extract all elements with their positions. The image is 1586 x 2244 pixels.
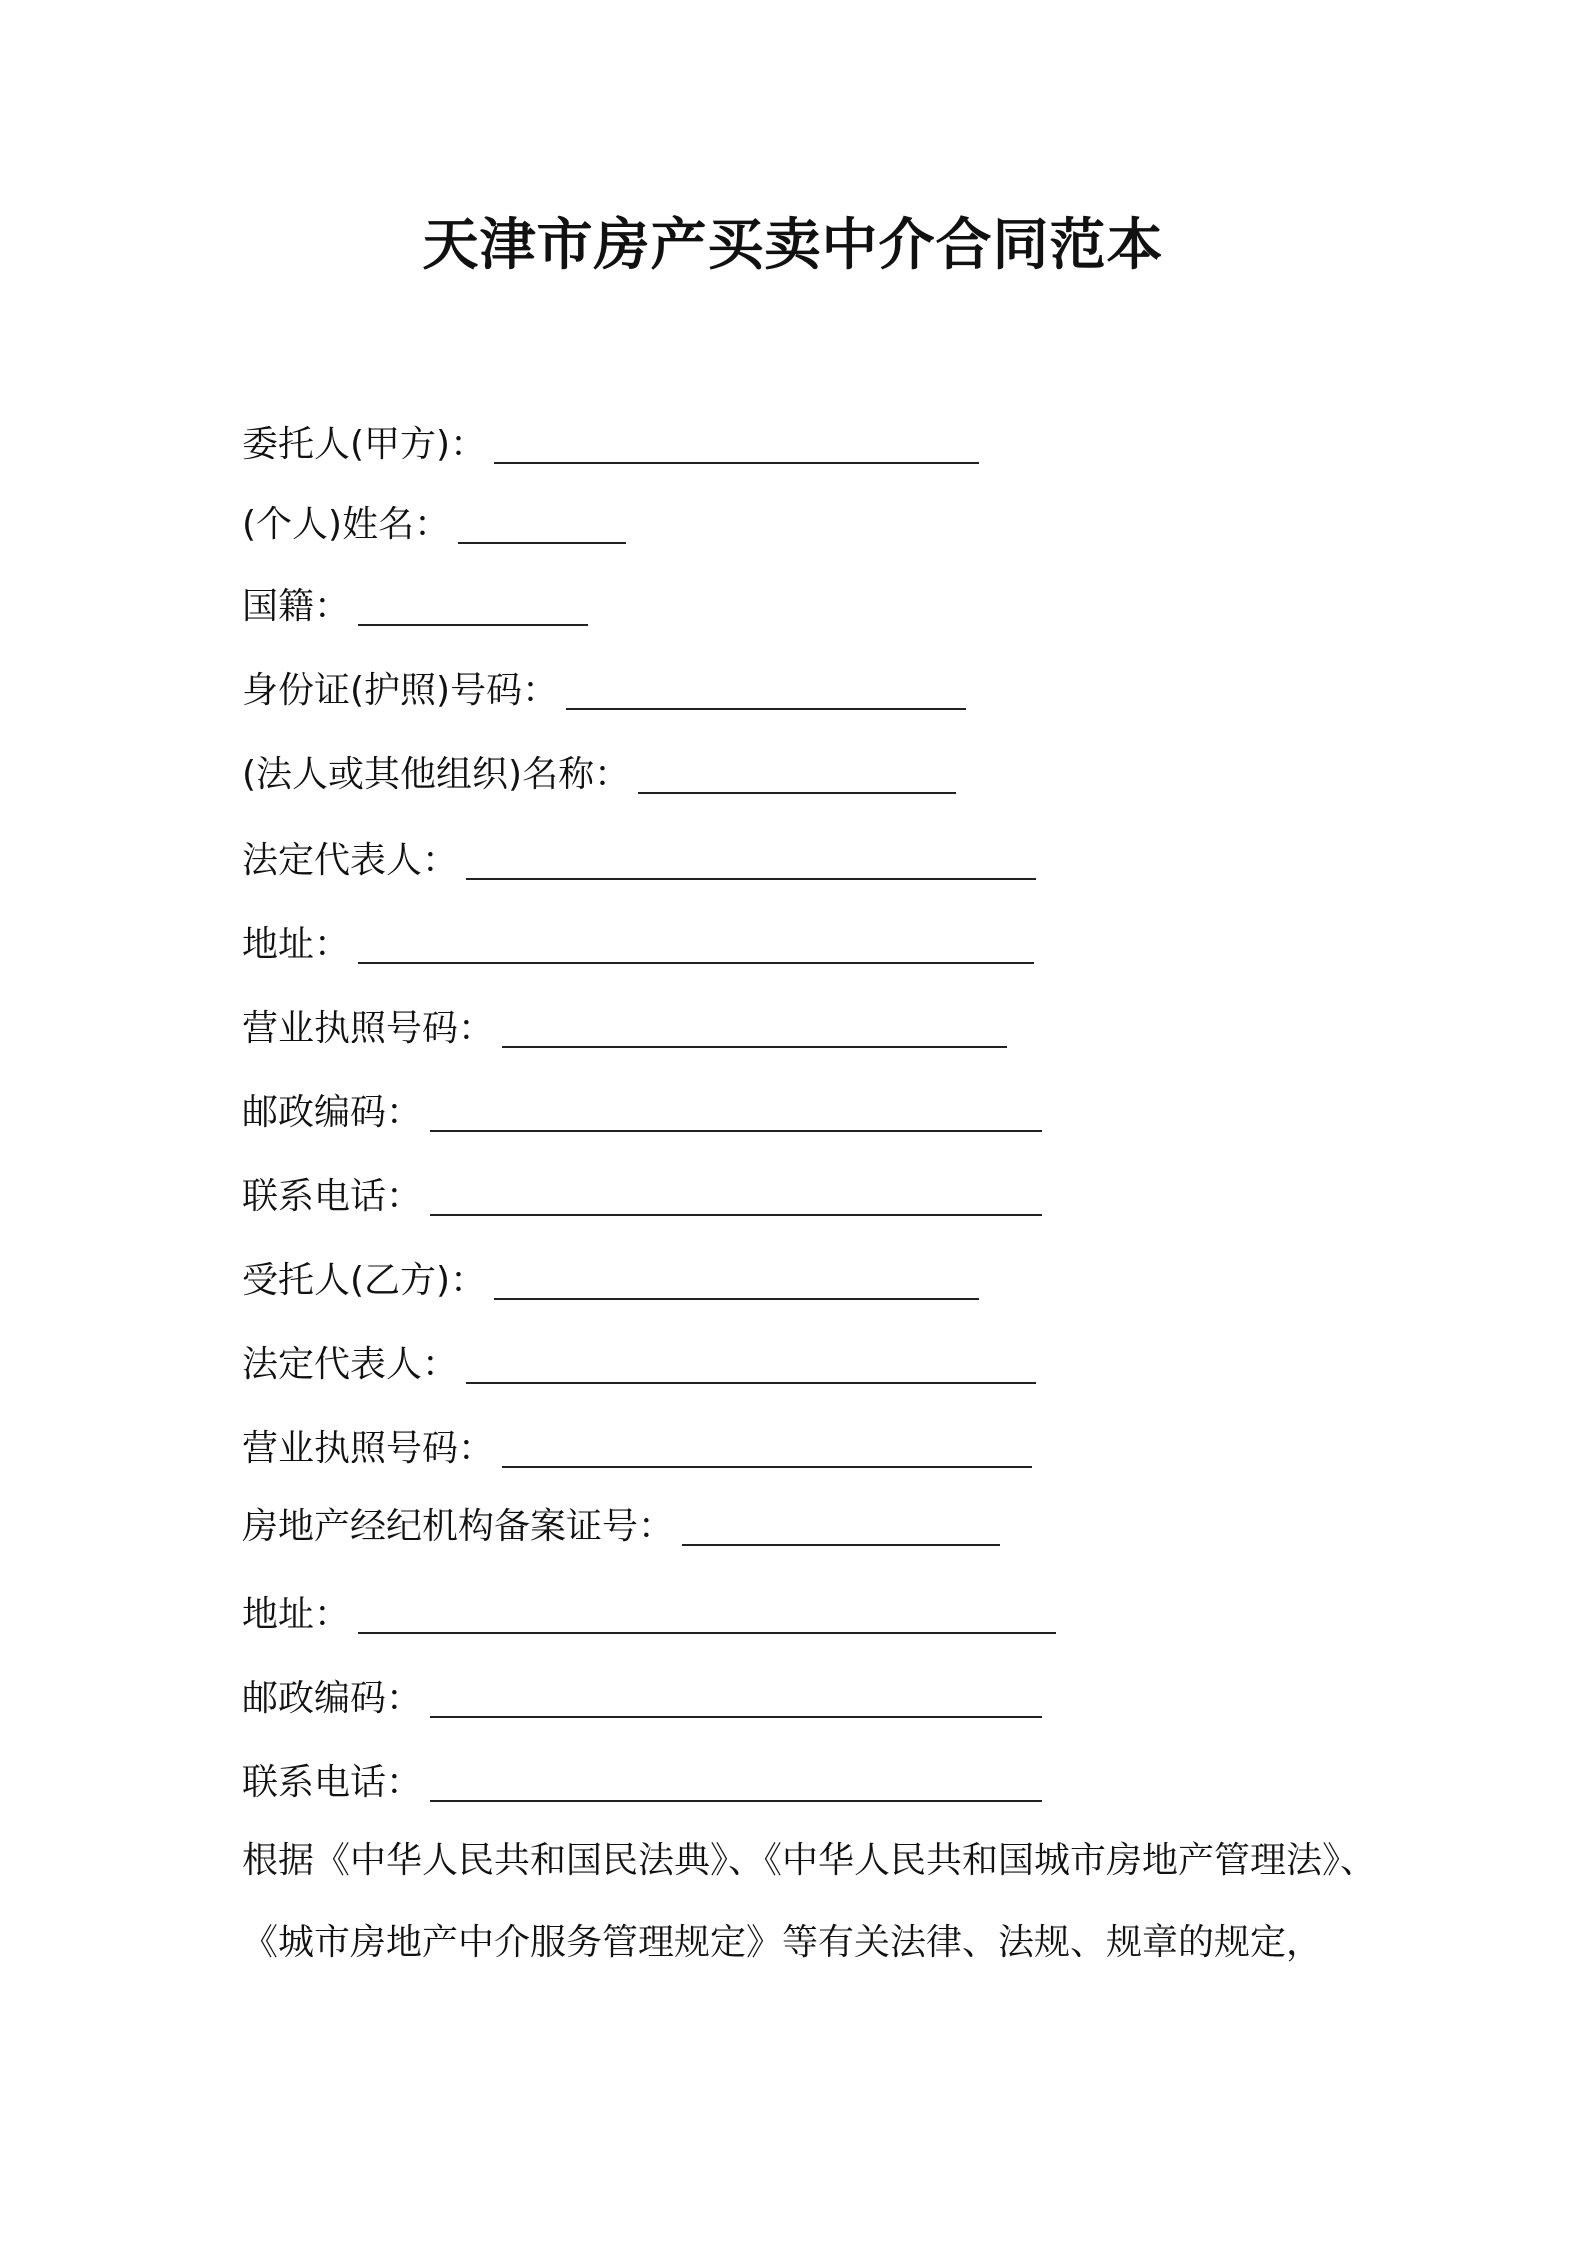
fill-in-blank[interactable]	[430, 1762, 1042, 1802]
fill-in-blank[interactable]	[502, 1428, 1032, 1468]
legal-basis-line-2: 《城市房地产中介服务管理规定》等有关法律、法规、规章的规定，	[242, 1922, 1323, 1963]
field-client-party-a	[242, 420, 979, 470]
fill-in-blank[interactable]	[458, 504, 626, 544]
fill-in-blank[interactable]	[638, 754, 956, 794]
field-label: 受托人(乙方)：	[242, 1260, 487, 1301]
field-label: 联系电话：	[242, 1176, 423, 1217]
field-label: 邮政编码：	[242, 1092, 423, 1133]
field-address-b	[242, 1590, 1056, 1640]
fill-in-blank[interactable]	[430, 1092, 1042, 1132]
field-legal-representative-b	[242, 1340, 1036, 1390]
field-label: 房地产经纪机构备案证号：	[242, 1506, 675, 1547]
fill-in-blank[interactable]	[494, 424, 979, 464]
fill-in-blank[interactable]	[358, 586, 588, 626]
field-address-a	[242, 920, 1034, 970]
field-organization-name	[242, 750, 956, 800]
field-label: 身份证(护照)号码：	[242, 670, 559, 711]
field-individual-name	[242, 500, 626, 550]
legal-basis-line-1: 根据《中华人民共和国民法典》、《中华人民共和国城市房地产管理法》、	[242, 1840, 1377, 1881]
field-label: (法人或其他组织)名称：	[242, 754, 631, 795]
fill-in-blank[interactable]	[682, 1506, 1000, 1546]
field-business-license-b	[242, 1424, 1032, 1474]
fill-in-blank[interactable]	[566, 670, 966, 710]
field-phone-b	[242, 1758, 1042, 1808]
fill-in-blank[interactable]	[430, 1176, 1042, 1216]
field-label: 地址：	[242, 924, 351, 965]
field-agent-party-b	[242, 1256, 979, 1306]
field-label: 营业执照号码：	[242, 1008, 495, 1049]
fill-in-blank[interactable]	[494, 1260, 979, 1300]
field-phone-a	[242, 1172, 1042, 1222]
field-nationality	[242, 582, 588, 632]
field-id-passport-number	[242, 666, 966, 716]
fill-in-blank[interactable]	[430, 1678, 1042, 1718]
fill-in-blank[interactable]	[502, 1008, 1007, 1048]
field-legal-representative-a	[242, 836, 1036, 886]
fill-in-blank[interactable]	[466, 1344, 1036, 1384]
field-label: 法定代表人：	[242, 840, 459, 881]
field-label: 国籍：	[242, 586, 351, 627]
field-label: 营业执照号码：	[242, 1428, 495, 1469]
field-label: 委托人(甲方)：	[242, 424, 487, 465]
fill-in-blank[interactable]	[466, 840, 1036, 880]
fill-in-blank[interactable]	[358, 1594, 1056, 1634]
field-business-license-a	[242, 1004, 1007, 1054]
field-label: 邮政编码：	[242, 1678, 423, 1719]
fill-in-blank[interactable]	[358, 924, 1034, 964]
field-postal-code-b	[242, 1674, 1042, 1724]
field-label: 地址：	[242, 1594, 351, 1635]
document-title: 天津市房产买卖中介合同范本	[422, 213, 1164, 278]
field-label: (个人)姓名：	[242, 504, 451, 545]
field-label: 法定代表人：	[242, 1344, 459, 1385]
field-label: 联系电话：	[242, 1762, 423, 1803]
field-postal-code-a	[242, 1088, 1042, 1138]
field-broker-registration-number	[242, 1502, 1000, 1552]
